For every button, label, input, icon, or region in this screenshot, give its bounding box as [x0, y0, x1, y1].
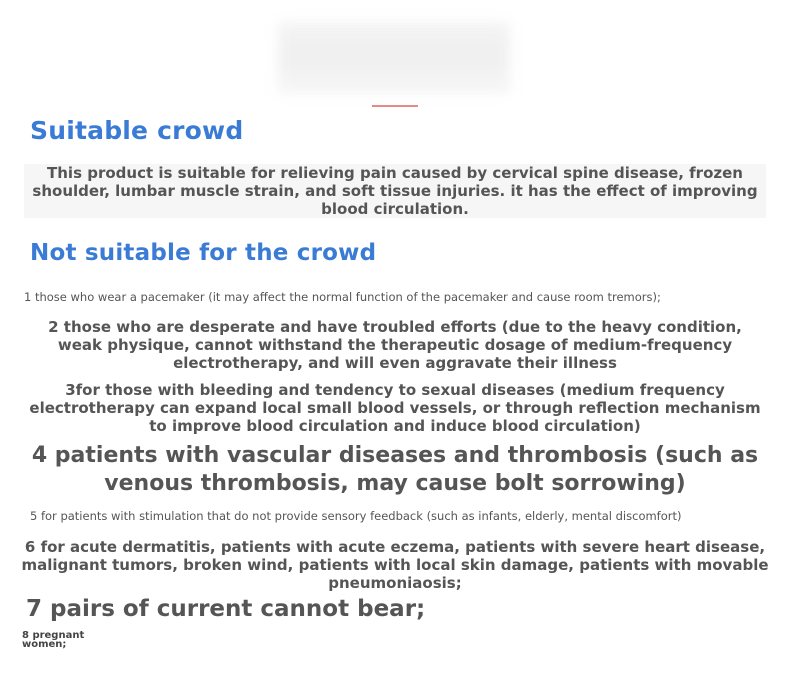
- list-item: 8 pregnant women;: [22, 630, 85, 650]
- list-item: 2 those who are desperate and have troubled efforts (due to the heavy condition, weak physique, cannot withstand the therapeutic dosage of medium-frequency electrotherapy, and will even aggravate their illness: [48, 318, 742, 372]
- suitable-crowd-text: This product is suitable for relieving pain caused by cervical spine disease, frozen shoulder, lumbar muscle strain, and soft tissue injuries. it has the effect of improving blood circulation.: [24, 164, 766, 218]
- list-item: 1 those who wear a pacemaker (it may affect the normal function of the pacemaker and cause room tremors);: [24, 290, 661, 304]
- suitable-crowd-heading: Suitable crowd: [30, 116, 244, 145]
- list-item: 4 patients with vascular diseases and thrombosis (such as venous thrombosis, may cause bolt sorrowing): [31, 443, 759, 496]
- list-item: 5 for patients with stimulation that do not provide sensory feedback (such as infants, elderly, mental discomfort): [30, 509, 682, 523]
- list-item: 3for those with bleeding and tendency to sexual diseases (medium frequency electrotherapy can expand local small blood vessels, or through reflection mechanism to improve blood circulation and induce blood circulation): [29, 381, 761, 435]
- list-item: 7 pairs of current cannot bear;: [26, 596, 426, 622]
- list-item: 6 for acute dermatitis, patients with acute eczema, patients with severe heart disease, malignant tumors, broken wind, patients with local skin damage, patients with movable pneumoniaosis;: [21, 538, 769, 592]
- blurred-banner-image: [278, 22, 510, 94]
- accent-divider: [372, 105, 418, 107]
- not-suitable-heading: Not suitable for the crowd: [30, 240, 377, 266]
